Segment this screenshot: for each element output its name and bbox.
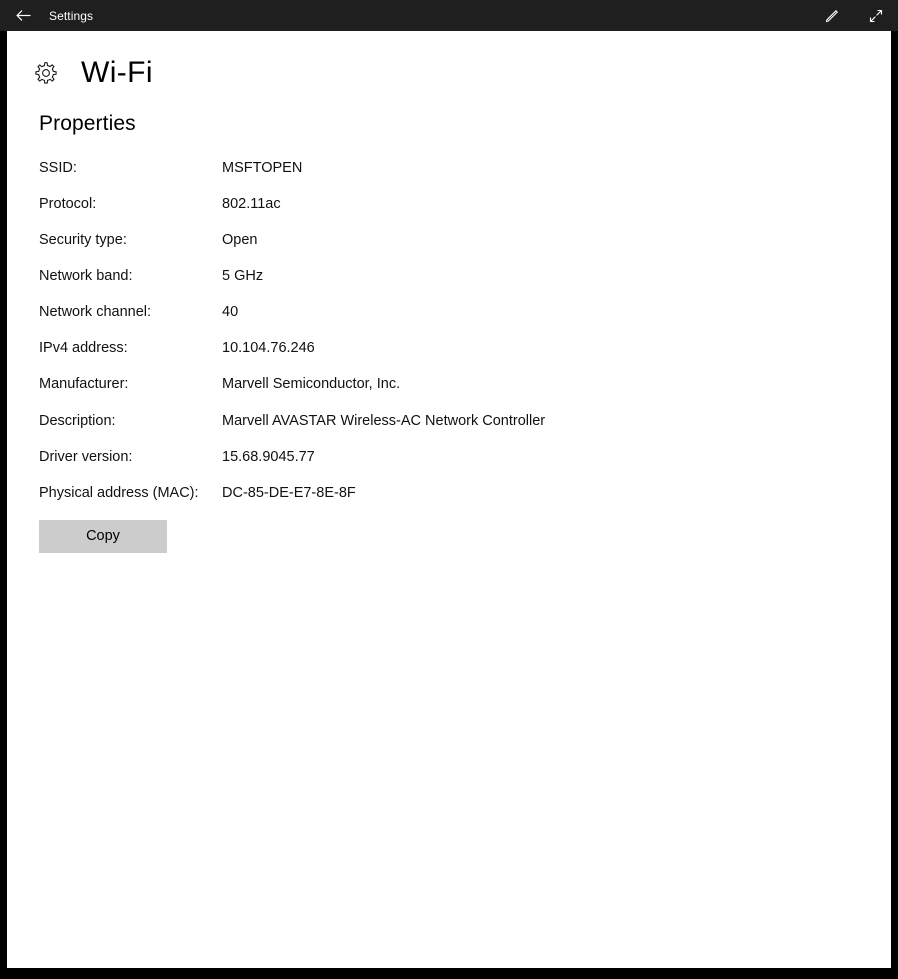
property-value: 802.11ac bbox=[222, 196, 281, 213]
settings-page bbox=[7, 31, 891, 968]
property-label: Driver version: bbox=[39, 448, 133, 465]
page-title: Wi-Fi bbox=[81, 56, 153, 89]
table-row bbox=[39, 411, 642, 447]
property-value: 15.68.9045.77 bbox=[222, 448, 315, 465]
maximize-button[interactable] bbox=[854, 0, 898, 31]
table-row bbox=[39, 374, 642, 410]
property-value: 40 bbox=[222, 304, 239, 321]
property-label: Network channel: bbox=[39, 304, 152, 321]
property-label: Security type: bbox=[39, 232, 127, 249]
properties-table bbox=[39, 158, 642, 519]
table-row bbox=[39, 447, 642, 483]
property-value: DC-85-DE-E7-8E-8F bbox=[222, 484, 356, 501]
table-row bbox=[39, 230, 642, 266]
property-label: IPv4 address: bbox=[39, 340, 128, 357]
section-heading: Properties bbox=[39, 112, 136, 135]
property-value: Marvell Semiconductor, Inc. bbox=[222, 376, 401, 393]
table-row bbox=[39, 338, 642, 374]
property-label: Manufacturer: bbox=[39, 376, 129, 393]
page-header bbox=[31, 56, 891, 90]
expand-icon bbox=[868, 8, 884, 24]
back-arrow-icon bbox=[15, 7, 32, 24]
gear-icon bbox=[31, 58, 61, 88]
property-label: Description: bbox=[39, 412, 116, 429]
table-row bbox=[39, 302, 642, 338]
property-label: Physical address (MAC): bbox=[39, 484, 199, 501]
pen-icon bbox=[824, 8, 840, 24]
window-title: Settings bbox=[49, 8, 94, 23]
property-label: Protocol: bbox=[39, 196, 97, 213]
property-value: 10.104.76.246 bbox=[222, 340, 315, 357]
table-row bbox=[39, 266, 642, 302]
property-value: MSFTOPEN bbox=[222, 160, 303, 176]
property-label: Network band: bbox=[39, 268, 133, 285]
property-value: 5 GHz bbox=[222, 268, 264, 285]
feedback-button[interactable] bbox=[810, 0, 854, 31]
property-label: SSID: bbox=[39, 160, 77, 176]
table-row bbox=[39, 194, 642, 230]
property-value: Marvell AVASTAR Wireless-AC Network Controller bbox=[222, 412, 546, 429]
back-button[interactable] bbox=[0, 0, 46, 31]
copy-button[interactable]: Copy bbox=[39, 520, 167, 553]
table-row bbox=[39, 483, 642, 519]
property-value: Open bbox=[222, 232, 258, 249]
title-bar bbox=[0, 0, 898, 31]
table-row bbox=[39, 158, 642, 194]
